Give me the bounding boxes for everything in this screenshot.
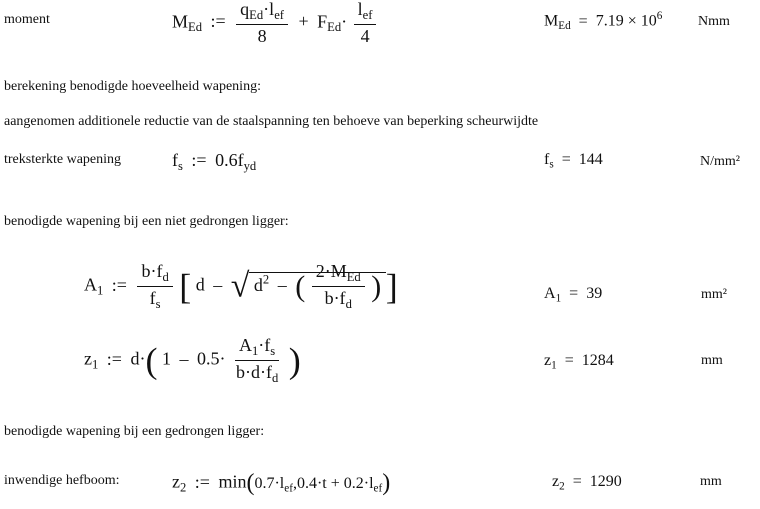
moment-label: moment bbox=[4, 12, 50, 27]
fraction-2MEd-bfd: $\frac{2\cdot M_{Ed}}{b\cdot f_d}$ bbox=[312, 262, 365, 311]
heading-berekening: berekening benodigde hoeveelheid wapening: bbox=[4, 79, 261, 94]
formula-MEd: $M_{Ed}$ := $\frac{q_{Ed}\cdot l_{ef}}{8}$ + $F_{Ed}\cdot$ $\frac{l_{ef}}{4}$ bbox=[172, 0, 378, 46]
formula-A1: $A_1$ := $\frac{b\cdot f_d}{f_s}$ [ d – √ $d^2$ – ( $\frac{2\cdot M_{Ed}}{b\cdot f_d}$ ) ] bbox=[84, 261, 398, 311]
heading-reductie: aangenomen additionele reductie van de staalspanning ten behoeve van beperking scheurwijdte bbox=[4, 114, 539, 129]
fraction-A1fs-bdfd: $\frac{A_1\cdot f_s}{b\cdot d\cdot f_d}$ bbox=[235, 335, 279, 385]
result-fs: $f_s = 144$ bbox=[544, 151, 603, 171]
result-MEd: $M_{Ed} = 7.19 \times 10^6$ bbox=[544, 10, 663, 33]
unit-A1: mm² bbox=[701, 287, 727, 302]
inwendige-label: inwendige hefboom: bbox=[4, 473, 120, 488]
result-z2: $z_2 = 1290$ bbox=[552, 473, 622, 493]
result-z1: $z_1 = 1284$ bbox=[544, 352, 614, 372]
fraction-bfd-fs: $\frac{b\cdot f_d}{f_s}$ bbox=[137, 262, 172, 311]
unit-z1: mm bbox=[701, 353, 723, 368]
heading-gedrongen: benodigde wapening bij een gedrongen ligger: bbox=[4, 424, 265, 439]
heading-niet-gedrongen: benodigde wapening bij een niet gedrongen ligger: bbox=[4, 214, 289, 229]
unit-MEd: Nmm bbox=[698, 14, 730, 29]
result-A1: $A_1 = 39$ bbox=[544, 285, 603, 305]
formula-fs: $f_s$ := $0.6f_{yd}$ bbox=[172, 150, 257, 173]
fraction-q-l-8: $\frac{q_{Ed}\cdot l_{ef}}{8}$ bbox=[236, 0, 288, 46]
unit-z2: mm bbox=[700, 474, 722, 489]
formula-z1: $z_1$ := d·( 1 – 0.5· $\frac{A_1\cdot f_s}{b\cdot d\cdot f_d}$ ) bbox=[84, 335, 301, 385]
treksterkte-label: treksterkte wapening bbox=[4, 152, 122, 167]
unit-fs: N/mm² bbox=[700, 154, 740, 169]
fraction-l-4: $\frac{l_{ef}}{4}$ bbox=[354, 0, 377, 46]
formula-z2: $z_2$ := $\min(0.7\cdot l_{ef},0.4\cdot t + 0.2\cdot l_{ef})$ bbox=[172, 470, 391, 496]
